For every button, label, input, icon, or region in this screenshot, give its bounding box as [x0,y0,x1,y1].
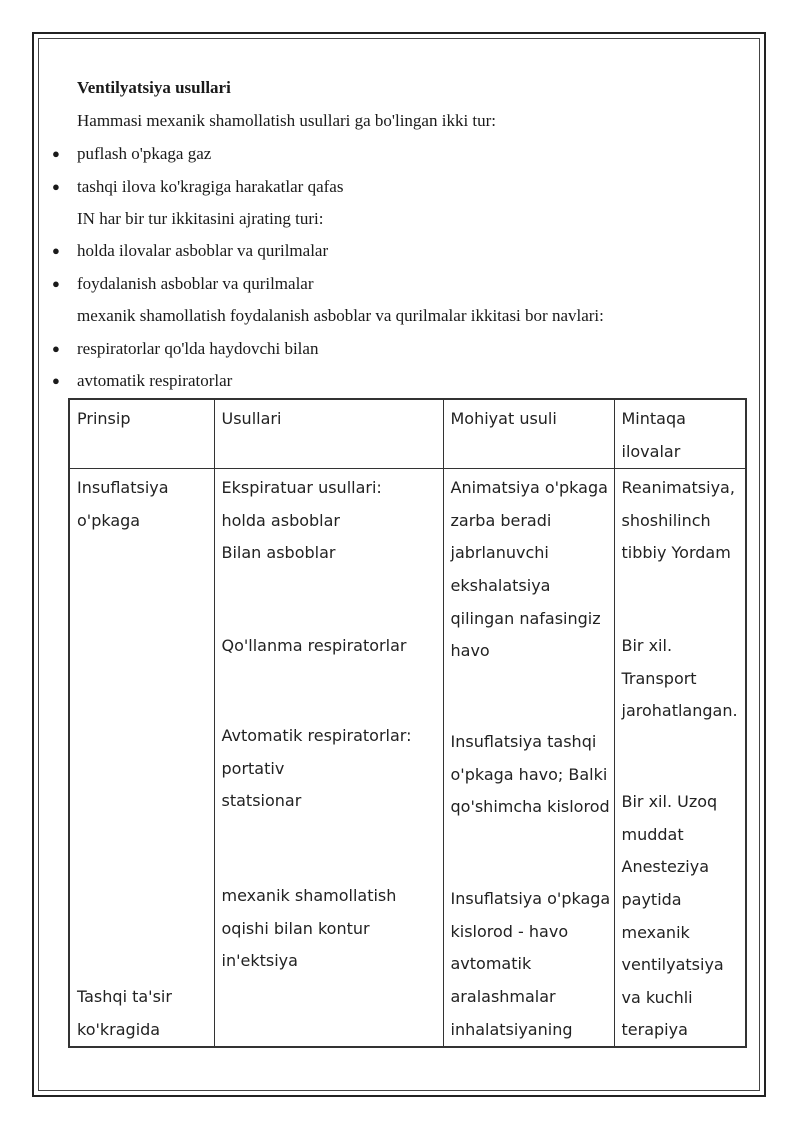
list-item: tashqi ilova ko'kragiga harakatlar qafas [77,177,344,196]
table-row [69,469,746,1048]
bullet-icon: ● [52,243,60,258]
ventilation-methods-table [68,398,747,1048]
header-cell-principle: Prinsip [69,399,214,469]
paragraph: mexanik shamollatish foydalanish asboblar va qurilmalar ikkitasi bor navlari: [77,306,604,325]
intro-paragraph: Hammasi mexanik shamollatish usullari ga bo'lingan ikki tur: [77,111,497,130]
table-header-row [69,399,746,469]
principle-insufflation: Insuflatsiya o'pkaga [77,478,169,530]
bullet-icon: ● [52,179,60,194]
bullet-icon: ● [52,373,60,388]
essence-animation: Animatsiya o'pkaga zarba beradi jabrlanuvchi ekshalatsiya qilingan nafasingiz havo [450,478,608,661]
methods-automatic: Avtomatik respiratorlar: portativ statsionar [221,726,412,811]
principle-cell [69,469,214,1048]
list-item: respiratorlar qo'lda haydovchi bilan [77,339,319,358]
application-transport: Bir xil. Transport jarohatlangan. [621,636,738,721]
application-cell [614,469,746,1048]
list-item: avtomatik respiratorlar [77,371,233,390]
essence-cell [443,469,614,1048]
list-item: foydalanish asboblar va qurilmalar [77,274,314,293]
section-heading: Ventilyatsiya usullari [77,78,231,97]
header-cell-application: Mintaqa ilovalar [614,399,746,469]
essence-external-air: Insuflatsiya tashqi o'pkaga havo; Balki qo'shimcha kislorod [450,732,610,817]
header-cell-methods: Usullari [214,399,443,469]
methods-cell [214,469,443,1048]
paragraph: IN har bir tur ikkitasini ajrating turi: [77,209,324,228]
principle-external: Tashqi ta'sir ko'kragida [77,987,172,1039]
list-item: puflash o'pkaga gaz [77,144,212,163]
methods-mechanical: mexanik shamollatish oqishi bilan kontur in'ektsiya [221,886,397,971]
header-cell-essence: Mohiyat usuli [443,399,614,469]
essence-oxygen-mix: Insuflatsiya o'pkaga kislorod - havo avtomatik aralashmalar inhalatsiyaning [450,889,611,1039]
bullet-icon: ● [52,341,60,356]
methods-manual: Qo'llanma respiratorlar [221,636,407,656]
bullet-icon: ● [52,146,60,161]
application-emergency: Reanimatsiya, shoshilinch tibbiy Yordam [621,478,735,563]
bullet-icon: ● [52,276,60,291]
list-item: holda ilovalar asboblar va qurilmalar [77,241,329,260]
application-long-term: Bir xil. Uzoq muddat Anesteziya paytida mexanik ventilyatsiya va kuchli terapiya [621,792,724,1040]
methods-expiratory: Ekspiratuar usullari: holda asboblar Bilan asboblar [221,478,382,563]
